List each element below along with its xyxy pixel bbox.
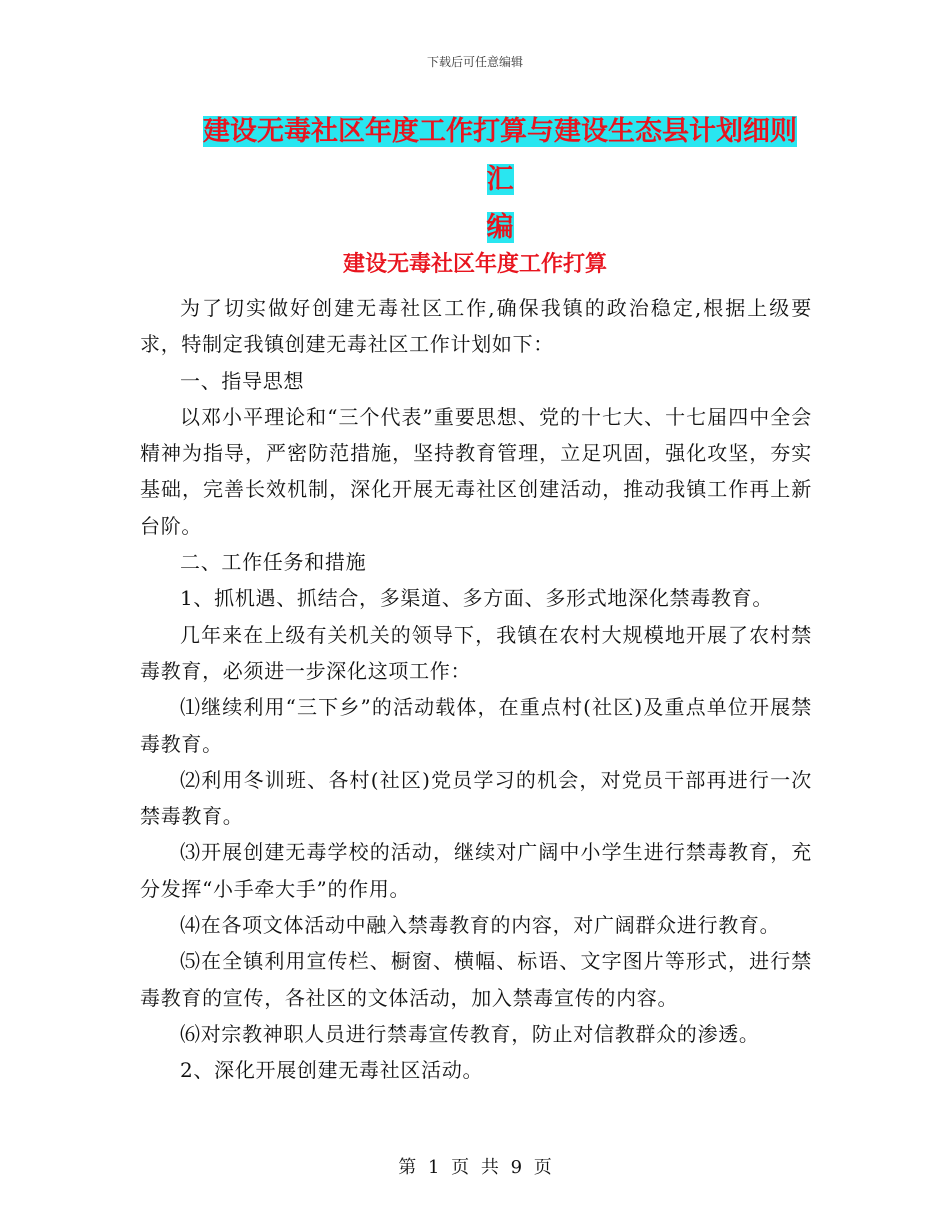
list-item-3: ⑶开展创建无毒学校的活动，继续对广阔中小学生进行禁毒教育，充分发挥“小手牵大手”的作用。: [140, 840, 812, 901]
heading-guiding-thought: 一、指导思想: [180, 368, 305, 393]
paragraph-task-1: 1、抓机遇、抓结合，多渠道、多方面、多形式地深化禁毒教育。: [180, 586, 774, 611]
page-number-footer: 第 1 页 共 9 页: [398, 1157, 552, 1178]
list-item-4: ⑷在各项文体活动中融入禁毒教育的内容，对广阔群众进行教育。: [180, 913, 781, 938]
section-title: 建设无毒社区年度工作打算: [342, 252, 607, 277]
paragraph-guiding-thought: 以邓小平理论和“三个代表”重要思想、党的十七大、十七届四中全会精神为指导，严密防范措施，坚持教育管理，立足巩固，强化攻坚，夯实基础，完善长效机制，深化开展无毒社区创建活动，推动我镇工作再上新台阶。: [140, 404, 812, 538]
header-note: 下载后可任意编辑: [426, 55, 523, 69]
list-item-6: ⑹对宗教神职人员进行禁毒宣传教育，防止对信教群众的渗透。: [180, 1021, 760, 1046]
paragraph-task-2: 2、深化开展创建无毒社区活动。: [180, 1058, 484, 1083]
heading-tasks-measures: 二、工作任务和措施: [180, 550, 367, 575]
list-item-2: ⑵利用冬训班、各村(社区)党员学习的机会，对党员干部再进行一次禁毒教育。: [140, 767, 812, 829]
document-title: [190, 108, 810, 252]
document-title-line-1: 建设无毒社区年度工作打算与建设生态县计划细则汇: [203, 116, 797, 195]
list-item-5: ⑸在全镇利用宣传栏、橱窗、横幅、标语、文字图片等形式，进行禁毒教育的宣传，各社区的文体活动，加入禁毒宣传的内容。: [140, 949, 812, 1010]
document-body: [140, 290, 812, 1089]
paragraph-task-1-detail: 几年来在上级有关机关的领导下，我镇在农村大规模地开展了农村禁毒教育，必须进一步深化这项工作：: [140, 622, 812, 683]
list-item-1: ⑴继续利用“三下乡”的活动载体，在重点村(社区)及重点单位开展禁毒教育。: [140, 695, 812, 756]
document-title-line-2: 编: [486, 212, 514, 243]
paragraph-intro: 为了切实做好创建无毒社区工作,确保我镇的政治稳定,根据上级要求，特制定我镇创建无毒社区工作计划如下：: [140, 296, 812, 357]
